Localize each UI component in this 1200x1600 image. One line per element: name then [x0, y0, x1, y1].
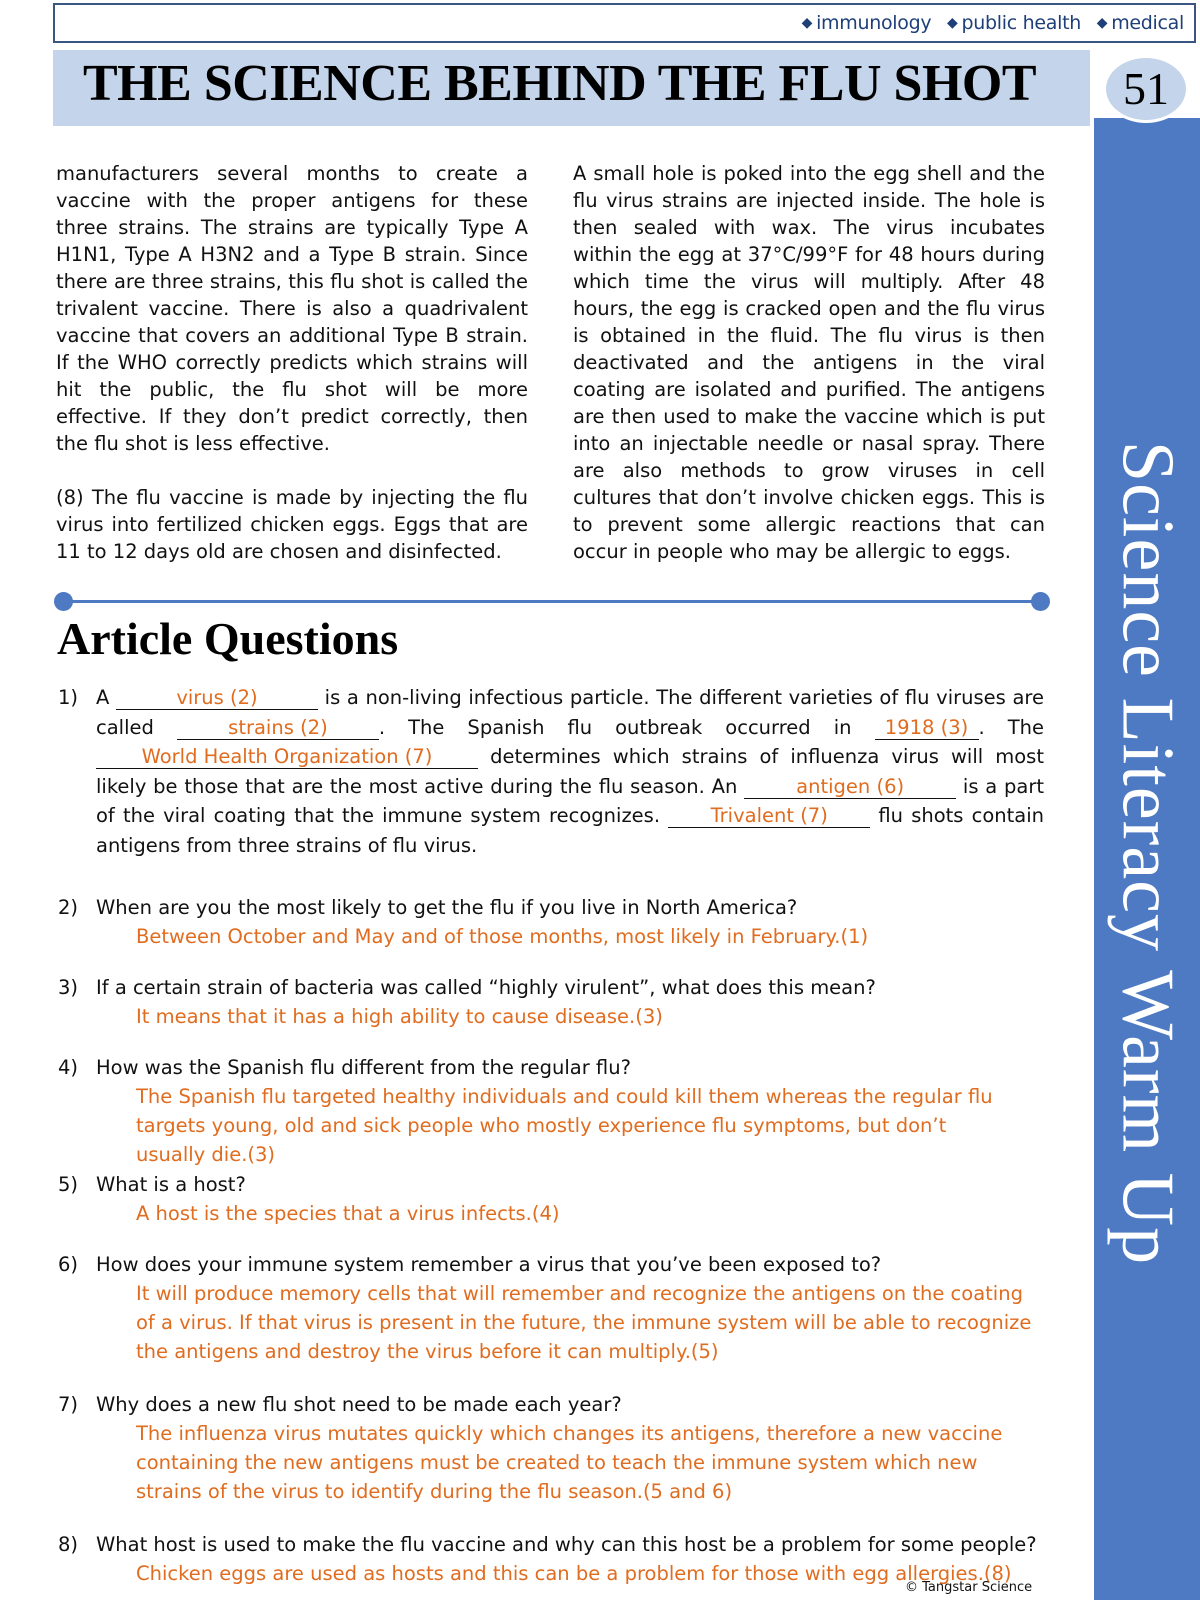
- answer-text: Chicken eggs are used as hosts and this can be a problem for those with egg allergies.(8): [136, 1562, 1012, 1585]
- question-number: 8): [58, 1533, 79, 1556]
- question-3: [58, 973, 1058, 1031]
- blank-answer[interactable]: 1918 (3): [875, 717, 979, 740]
- question-text: What is a host?: [96, 1173, 246, 1196]
- question-text: Why does a new flu shot need to be made each year?: [96, 1393, 622, 1416]
- topic-tag: public health: [961, 12, 1081, 34]
- answer-text: A host is the species that a virus infects.(4): [136, 1202, 560, 1225]
- question-number: 4): [58, 1056, 79, 1079]
- question-2: [58, 893, 1058, 951]
- topic-tags-box: [53, 3, 1196, 43]
- question-5: [58, 1170, 1058, 1228]
- topic-tags: [792, 12, 1184, 34]
- article-paragraph: A small hole is poked into the egg shell and the flu virus strains are injected inside. The hole is then sealed with wax. The virus incubates within the egg at 37°C/99°F for 48 hours during which time the virus will multiply. After 48 hours, the egg is cracked open and the flu virus is obtained in the fluid. The flu virus is then deactivated and the antigens in the viral coating are isolated and purified. The antigens are then used to make the vaccine which is put into an injectable needle or nasal spray. There are also methods to grow viruses in cell cultures that don’t involve chicken eggs. This is to prevent some allergic reactions that can occur in people who may be allergic to eggs.: [573, 162, 1045, 563]
- citation-number: (8): [56, 486, 84, 509]
- question-number: 2): [58, 896, 79, 919]
- answer-text: It will produce memory cells that will remember and recognize the antigens on the coating of a virus. If that virus is present in the future, the immune system will be able to recognize the antigens and destroy the virus before it can multiply.(5): [136, 1282, 1032, 1363]
- question-number: 5): [58, 1173, 79, 1196]
- question-text: What host is used to make the flu vaccine and why can this host be a problem for some people?: [96, 1533, 1037, 1556]
- question-text: . The Spanish flu outbreak occurred in: [378, 715, 852, 739]
- article-column-right: [573, 160, 1045, 565]
- question-number: 3): [58, 976, 79, 999]
- question-1: [58, 683, 1044, 860]
- topic-tag: medical: [1111, 12, 1184, 34]
- question-text: is a part of the viral coating that the immune system recognizes.: [96, 774, 1044, 827]
- title-band: [53, 50, 1090, 126]
- question-7: [58, 1390, 1058, 1506]
- article-paragraph: [56, 484, 528, 565]
- blank-answer[interactable]: virus (2): [116, 687, 318, 710]
- sidebar-title: Science Literacy Warm Up: [1106, 440, 1189, 1266]
- diamond-icon: ◆: [1096, 15, 1108, 31]
- question-text: flu shots contain antigens from three strains of flu virus.: [96, 804, 1044, 857]
- questions-heading: Article Questions: [57, 613, 399, 664]
- blank-answer[interactable]: Trivalent (7): [668, 805, 870, 828]
- page-number-badge: 51: [1103, 55, 1189, 123]
- article-paragraph-text: The flu vaccine is made by injecting the flu virus into fertilized chicken eggs. Eggs that are 11 to 12 days old are chosen and disinfected.: [56, 486, 529, 563]
- article-paragraph: manufacturers several months to create a vaccine with the proper antigens for these three strains. The strains are typically Type A H1N1, Type A H3N2 and a Type B strain. Since there are three strains, this flu shot is called the trivalent vaccine. There is also a quadrivalent vaccine that covers an additional Type B strain. If the WHO correctly predicts which strains will hit the public, the flu shot will be more effective. If they don’t predict correctly, then the flu shot is less effective.: [56, 162, 528, 455]
- question-text: When are you the most likely to get the flu if you live in North America?: [96, 896, 798, 919]
- question-number: 7): [58, 1393, 79, 1416]
- answer-text: It means that it has a high ability to cause disease.(3): [136, 1005, 663, 1028]
- question-text: . The: [978, 715, 1044, 739]
- question-text: How does your immune system remember a virus that you’ve been exposed to?: [96, 1253, 882, 1276]
- diamond-icon: ◆: [801, 15, 813, 31]
- divider-dot: [54, 592, 73, 611]
- section-divider: [63, 600, 1041, 603]
- question-4: [58, 1053, 1058, 1169]
- question-text: A: [96, 686, 110, 709]
- answer-text: The influenza virus mutates quickly which changes its antigens, therefore a new vaccine containing the new antigens must be created to teach the immune system which new strains of the virus to identify during the flu season.(5 and 6): [136, 1422, 1003, 1503]
- answer-text: The Spanish flu targeted healthy individuals and could kill them whereas the regular flu targets young, old and sick people who mostly experience flu symptoms, but don’t usually die.(3): [136, 1085, 993, 1166]
- page-title: THE SCIENCE BEHIND THE FLU SHOT: [83, 55, 1037, 112]
- question-text: is a non-living infectious particle. The different varieties of flu viruses are called: [96, 686, 1045, 739]
- divider-dot: [1031, 592, 1050, 611]
- question-text: How was the Spanish flu different from the regular flu?: [96, 1056, 631, 1079]
- blank-answer[interactable]: antigen (6): [744, 776, 956, 799]
- topic-tag: immunology: [816, 12, 932, 34]
- copyright-notice: © Tangstar Science: [905, 1580, 1033, 1595]
- blank-answer[interactable]: strains (2): [177, 717, 379, 740]
- question-1-text: [96, 683, 1044, 860]
- diamond-icon: ◆: [947, 15, 958, 31]
- question-number: 6): [58, 1253, 79, 1276]
- article-column-left: [56, 160, 528, 565]
- blank-answer[interactable]: World Health Organization (7): [96, 746, 478, 769]
- question-6: [58, 1250, 1058, 1366]
- question-text: If a certain strain of bacteria was called “highly virulent”, what does this mean?: [96, 976, 876, 999]
- answer-text: Between October and May and of those months, most likely in February.(1): [136, 925, 869, 948]
- question-number: 1): [58, 686, 79, 709]
- question-text: determines which strains of influenza virus will most likely be those that are the most active during the flu season. An: [96, 745, 1044, 798]
